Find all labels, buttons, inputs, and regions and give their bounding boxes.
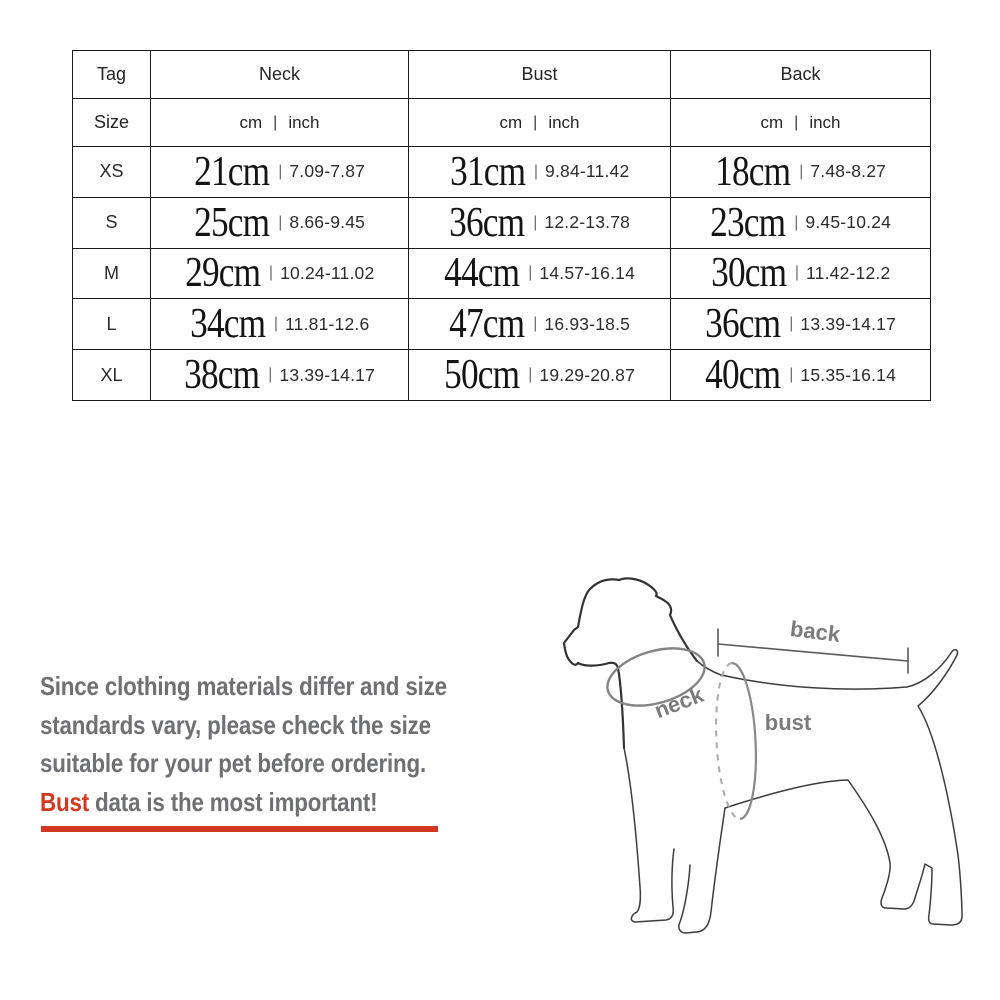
unit-separator: | xyxy=(273,113,278,131)
neck-inch-range: 7.09-7.87 xyxy=(289,161,366,182)
neck-inch-range: 11.81-12.6 xyxy=(285,313,370,334)
value-separator: | xyxy=(528,264,533,282)
bust-cm-value: 44cm xyxy=(444,250,520,297)
red-underline-bar xyxy=(41,826,438,832)
back-cm-value: 23cm xyxy=(710,199,786,246)
bust-label: bust xyxy=(764,710,812,735)
dog-diagram-svg xyxy=(545,565,995,975)
neck-cm-value: 29cm xyxy=(184,250,260,297)
dog-body-outline xyxy=(679,650,962,933)
bust-inch-range: 14.57-16.14 xyxy=(539,262,636,283)
l-bust-cell xyxy=(409,299,671,350)
neck-units-cell xyxy=(151,99,409,147)
value-separator: | xyxy=(273,315,279,333)
unit-inch: inch xyxy=(809,112,841,132)
back-header-label: Back xyxy=(780,64,821,84)
xs-back-cell xyxy=(671,147,931,198)
value-separator: | xyxy=(528,366,533,384)
column-header-neck xyxy=(151,51,409,99)
value-separator: | xyxy=(278,162,283,180)
xs-neck-cell xyxy=(151,147,409,198)
xs-bust-cell xyxy=(409,147,671,198)
back-cm-value: 36cm xyxy=(705,301,781,348)
value-separator: | xyxy=(794,213,799,231)
corner-cell-size xyxy=(73,99,151,147)
tag-label: S xyxy=(105,212,118,233)
l-neck-cell xyxy=(151,299,409,350)
m-neck-cell xyxy=(151,249,409,300)
column-header-back xyxy=(671,51,931,99)
size-table xyxy=(72,50,931,401)
size-note xyxy=(40,667,513,821)
size-tag-m xyxy=(73,249,151,300)
note-line-4-rest: data is the most important! xyxy=(89,786,378,817)
xl-bust-cell xyxy=(409,350,671,401)
value-separator: | xyxy=(268,264,274,282)
back-cm-value: 30cm xyxy=(710,250,786,297)
value-separator: | xyxy=(789,366,794,384)
size-tag-s xyxy=(73,198,151,249)
column-header-bust xyxy=(409,51,671,99)
note-line-2: standards vary, please check the size xyxy=(40,709,431,740)
bust-cm-value: 50cm xyxy=(444,352,520,399)
dog-head-outline xyxy=(564,578,697,748)
tag-label: M xyxy=(104,262,119,283)
neck-cm-value: 21cm xyxy=(194,148,270,195)
value-separator: | xyxy=(789,315,794,333)
value-separator: | xyxy=(278,213,283,231)
unit-cm: cm xyxy=(760,112,784,132)
bust-inch-range: 12.2-13.78 xyxy=(544,212,631,233)
back-inch-range: 15.35-16.14 xyxy=(800,364,897,385)
bust-measure-ellipse xyxy=(712,662,759,820)
xl-back-cell xyxy=(671,350,931,401)
neck-cm-value: 38cm xyxy=(184,352,260,399)
s-bust-cell xyxy=(409,198,671,249)
unit-separator: | xyxy=(794,113,799,131)
unit-inch: inch xyxy=(288,112,320,132)
size-tag-l xyxy=(73,299,151,350)
tag-label: XS xyxy=(99,161,124,182)
value-separator: | xyxy=(533,213,538,231)
note-line-3: suitable for your pet before ordering. xyxy=(40,748,427,779)
neck-inch-range: 8.66-9.45 xyxy=(289,212,366,233)
xl-neck-cell xyxy=(151,350,409,401)
bust-inch-range: 9.84-11.42 xyxy=(545,161,630,182)
back-cm-value: 18cm xyxy=(715,148,791,195)
l-back-cell xyxy=(671,299,931,350)
value-separator: | xyxy=(794,264,800,282)
m-bust-cell xyxy=(409,249,671,300)
m-back-cell xyxy=(671,249,931,300)
s-neck-cell xyxy=(151,198,409,249)
back-inch-range: 9.45-10.24 xyxy=(805,212,892,233)
back-inch-range: 7.48-8.27 xyxy=(810,161,887,182)
value-separator: | xyxy=(533,315,538,333)
value-separator: | xyxy=(533,162,539,180)
note-line-4 xyxy=(40,783,447,822)
dog-front-leg-outline xyxy=(624,748,674,922)
back-inch-range: 13.39-14.17 xyxy=(800,313,897,334)
tag-label: XL xyxy=(100,364,123,385)
unit-cm: cm xyxy=(499,112,523,132)
bust-inch-range: 19.29-20.87 xyxy=(539,364,636,385)
back-cm-value: 40cm xyxy=(705,352,781,399)
corner-tag-label: Tag xyxy=(96,64,127,84)
value-separator: | xyxy=(799,162,804,180)
bust-header-label: Bust xyxy=(521,64,558,84)
corner-size-label: Size xyxy=(93,112,129,132)
bust-cm-value: 47cm xyxy=(449,301,525,348)
size-tag-xl xyxy=(73,350,151,401)
neck-label: neck xyxy=(650,681,707,724)
corner-cell-tag xyxy=(73,51,151,99)
bust-cm-value: 31cm xyxy=(449,148,525,195)
bust-cm-value: 36cm xyxy=(449,199,525,246)
unit-cm: cm xyxy=(239,112,263,132)
neck-inch-range: 10.24-11.02 xyxy=(280,262,375,283)
back-units-cell xyxy=(671,99,931,147)
bust-units-cell xyxy=(409,99,671,147)
note-line-1: Since clothing materials differ and size xyxy=(40,671,447,701)
neck-cm-value: 34cm xyxy=(189,301,265,348)
neck-cm-value: 25cm xyxy=(194,199,270,246)
back-inch-range: 11.42-12.2 xyxy=(806,262,891,283)
unit-separator: | xyxy=(533,113,538,131)
s-back-cell xyxy=(671,198,931,249)
value-separator: | xyxy=(268,366,273,384)
note-highlight-bust: Bust xyxy=(40,786,90,817)
back-label: back xyxy=(788,616,842,647)
size-tag-xs xyxy=(73,147,151,198)
dog-measurement-diagram xyxy=(545,565,995,975)
unit-inch: inch xyxy=(548,112,580,132)
neck-inch-range: 13.39-14.17 xyxy=(279,364,376,385)
neck-header-label: Neck xyxy=(258,64,300,84)
bust-inch-range: 16.93-18.5 xyxy=(544,313,631,334)
tag-label: L xyxy=(106,313,117,334)
